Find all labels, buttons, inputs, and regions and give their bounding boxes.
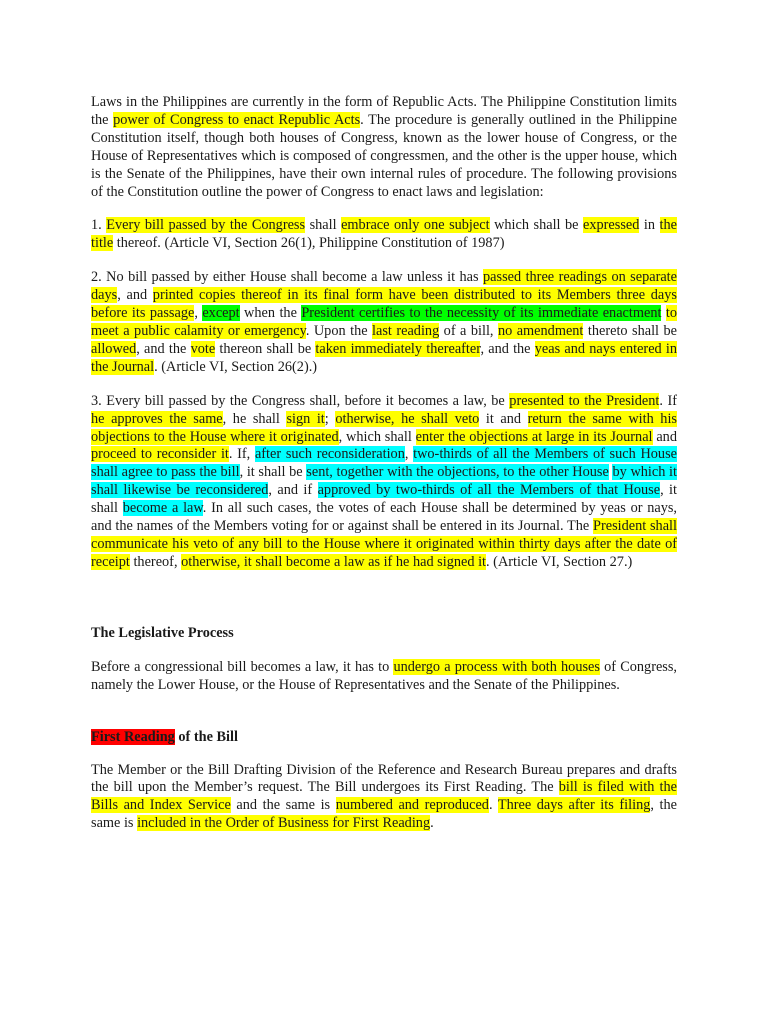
highlighted-text: become a law xyxy=(122,500,203,517)
first-reading-heading: First Reading of the Bill xyxy=(91,728,238,745)
highlighted-text: by which it shall likewise be reconsidered xyxy=(91,464,678,499)
legislative-process-heading: The Legislative Process xyxy=(91,624,234,641)
highlighted-text: enter the objections at large in its Journal xyxy=(415,428,653,445)
highlighted-text: passed three readings on separate days xyxy=(91,269,677,304)
intro-paragraph: Laws in the Philippines are currently in the form of Republic Acts. The Philippine Constitution limits the power of Congress to enact Republic Acts. The procedure is generally outlined in the Philippine Constitution itself, though both houses of Congress, known as the lower house of Congress, or the House of Representatives which is composed of congressmen, and the other is the upper house, which is the Senate of the Philippines, have their own internal rules of procedure. The following provisions of the Constitution outline the power of Congress to enact laws and legislation: xyxy=(91,94,677,200)
highlighted-text: no amendment xyxy=(497,322,584,339)
highlighted-text: Every bill passed by the Congress xyxy=(106,217,306,234)
highlighted-text: expressed xyxy=(583,217,640,234)
highlighted-text: the title xyxy=(91,217,677,252)
highlighted-text: President shall communicate his veto of any bill to the House where it originated within thirty days after the date of receipt xyxy=(91,518,677,570)
highlighted-text: to meet a public calamity or emergency xyxy=(91,305,677,339)
highlighted-text: return the same with his objections to the House where it originated xyxy=(91,410,677,445)
highlighted-text: except xyxy=(202,305,240,322)
highlighted-text: presented to the President xyxy=(509,392,660,409)
highlighted-text: sign it xyxy=(286,410,325,427)
highlighted-text: otherwise, it shall become a law as if he had signed it xyxy=(181,553,487,570)
highlighted-text: undergo a process with both houses xyxy=(393,658,600,675)
highlighted-text: embrace only one subject xyxy=(341,217,490,234)
provision-1-paragraph: 1. Every bill passed by the Congress shall embrace only one subject which shall be expressed in the title thereof. (Article VI, Section 26(1), Philippine Constitution of 1987) xyxy=(91,217,677,252)
highlighted-text: sent, together with the objections, to the other House xyxy=(306,464,609,481)
highlighted-text: he approves the same xyxy=(91,410,223,427)
highlighted-text: proceed to reconsider it xyxy=(91,446,229,463)
highlighted-text: numbered and reproduced xyxy=(335,797,489,814)
legislative-process-paragraph: Before a congressional bill becomes a law, it has to undergo a process with both houses of Congress, namely the Lower House, or the House of Representatives and the Senate of the Philippines. xyxy=(91,658,678,693)
highlighted-text: bill is filed with the Bills and Index Service xyxy=(91,779,677,814)
highlighted-text: allowed xyxy=(91,340,137,357)
highlighted-text: President certifies to the necessity of its immediate enactment xyxy=(301,305,662,322)
highlighted-text: taken immediately thereafter xyxy=(315,340,481,357)
highlighted-text: yeas and nays entered in the Journal xyxy=(91,340,678,375)
highlighted-text: vote xyxy=(190,340,216,357)
highlighted-text: power of Congress to enact Republic Acts xyxy=(113,111,361,128)
highlighted-text: after such reconsideration xyxy=(254,446,405,463)
highlighted-text: otherwise, he shall veto xyxy=(335,410,480,427)
highlighted-text: Three days after its filing xyxy=(497,797,651,814)
first-reading-paragraph: The Member or the Bill Drafting Division of the Reference and Research Bureau prepares and drafts the bill upon the Member’s request. The Bill undergoes its First Reading. The bill is filed with the Bills and Index Service and the same is numbered and reproduced. Three days after its filing, the same is included in the Order of Business for First Reading. xyxy=(91,761,677,832)
provision-2-paragraph: 2. No bill passed by either House shall become a law unless it has passed three readings on separate days, and printed copies thereof in its final form have been distributed to its Members three days before its passage, except when the President certifies to the necessity of its immediate enactment to meet a public calamity or emergency. Upon the last reading of a bill, no amendment thereto shall be allowed, and the vote thereon shall be taken immediately thereafter, and the yeas and nays entered in the Journal. (Article VI, Section 26(2).) xyxy=(91,269,678,375)
highlighted-text: included in the Order of Business for First Reading xyxy=(137,815,431,832)
highlighted-text: printed copies thereof in its final form have been distributed to its Members three days before its passage xyxy=(91,287,677,322)
provision-3-paragraph: 3. Every bill passed by the Congress shall, before it becomes a law, be presented to the President. If he approves the same, he shall sign it; otherwise, he shall veto it and return the same with his objections to the House where it originated, which shall enter the objections at large in its Journal and proceed to reconsider it. If, after such reconsideration, two-thirds of all the Members of such House shall agree to pass the bill, it shall be sent, together with the objections, to the other House by which it shall likewise be reconsidered, and if approved by two-thirds of all the Members of that House, it shall become a law. In all such cases, the votes of each House shall be determined by yeas or nays, and the names of the Members voting for or against shall be entered in its Journal. The President shall communicate his veto of any bill to the House where it originated within thirty days after the date of receipt thereof, otherwise, it shall become a law as if he had signed it. (Article VI, Section 27.) xyxy=(91,392,678,570)
highlighted-text: First Reading xyxy=(91,728,175,745)
highlighted-text: approved by two-thirds of all the Members of that House xyxy=(317,482,661,499)
highlighted-text: last reading xyxy=(372,322,440,339)
highlighted-text: two-thirds of all the Members of such House shall agree to pass the bill xyxy=(91,446,677,481)
